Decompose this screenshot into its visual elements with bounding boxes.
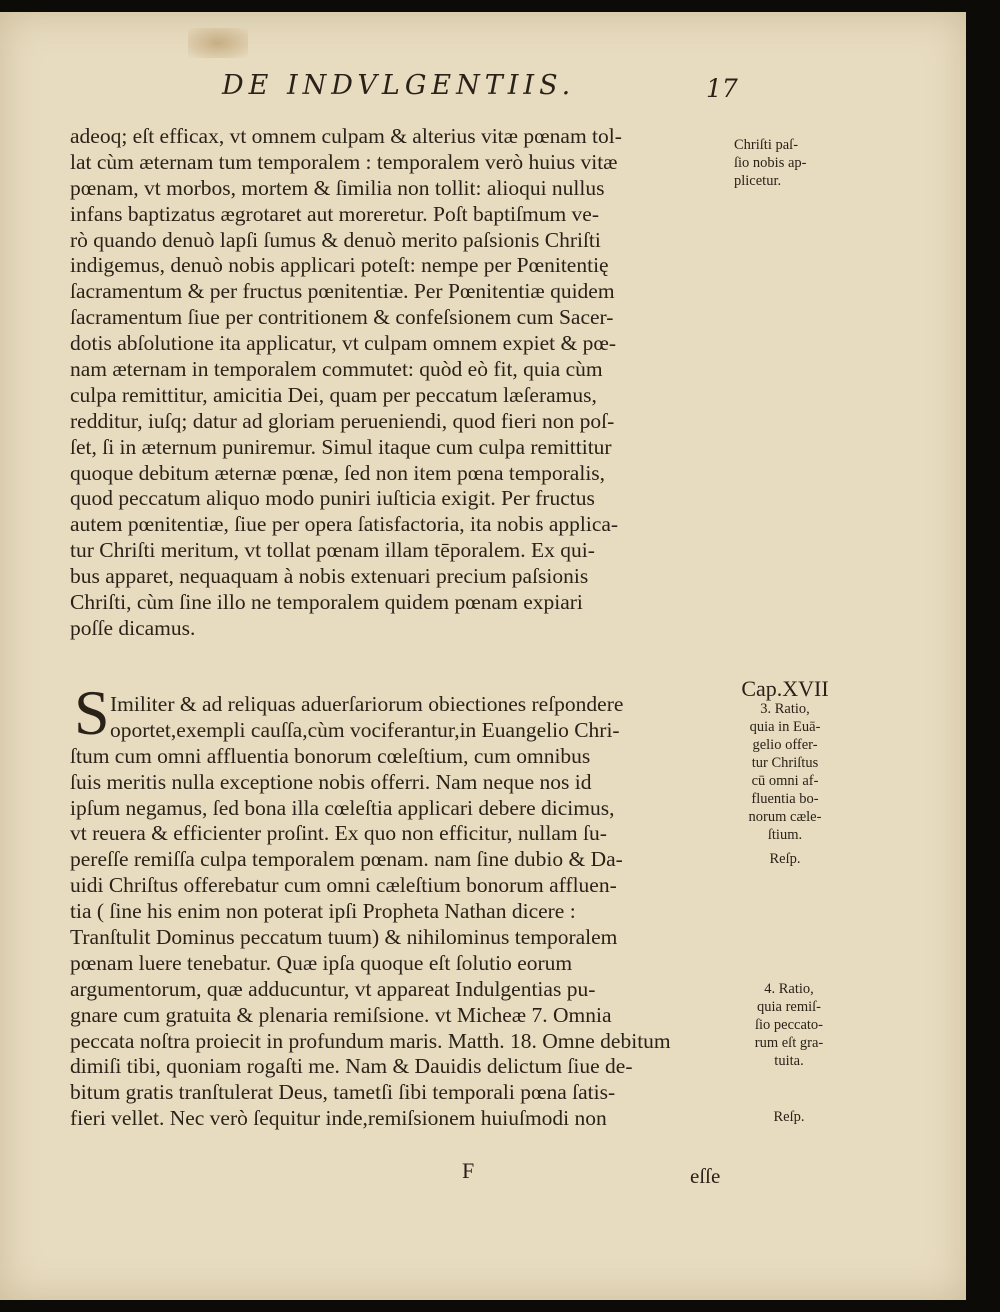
text-line: indigemus, denuò nobis applicari poteſt: nempe per Pœnitentię: [70, 253, 609, 278]
text-line: culpa remittitur, amicitia Dei, quam per peccatum læſeramus,: [70, 382, 597, 407]
text-line: Imiliter & ad reliquas aduerſariorum obiectiones reſpondere: [110, 692, 624, 716]
text-line: peccata noſtra proiecit in profundum maris. Matth. 18. Omne debitum: [70, 1028, 671, 1053]
marginal-line: quia remiſ-: [756, 999, 822, 1015]
text-line: pœnam, vt morbos, mortem & ſimilia non tollit: alioqui nullus: [70, 175, 605, 200]
text-line: bitum gratis tranſtulerat Deus, tametſi ſibi temporali pœna ſatis-: [70, 1080, 616, 1105]
text-line: pereſſe remiſſa culpa temporalem pœnam. nam ſine dubio & Da-: [70, 847, 623, 872]
marginal-line: ſio peccato-: [754, 1017, 824, 1033]
marginal-line: cū omni af-: [751, 773, 819, 789]
text-line: ſet, ſi in æternum puniremur. Simul itaque cum culpa remittitur: [70, 434, 612, 459]
text-line: ipſum negamus, ſed bona illa cœleſtia applicari debere dicimus,: [70, 795, 615, 820]
text-line: ſuis meritis nulla exceptione nobis offerri. Nam neque nos id: [70, 769, 592, 794]
chapter-heading: Cap.XVII: [741, 676, 829, 701]
marginal-line: 4. Ratio,: [764, 981, 814, 997]
text-line: uidi Chriſtus offerebatur cum omni cæleſtium bonorum affluen-: [70, 873, 617, 898]
response-label: Reſp.: [769, 851, 801, 867]
text-line: dimiſi tibi, quoniam rogaſti me. Nam & Dauidis delictum ſiue de-: [70, 1054, 633, 1079]
text-line: pœnam luere tenebatur. Quæ ipſa quoque eſt ſolutio eorum: [70, 950, 573, 975]
marginal-line: ſtium.: [767, 827, 803, 843]
marginal-note-2: [730, 676, 840, 868]
text-line: infans baptizatus ægrotaret aut moreretur. Poſt baptiſmum ve-: [70, 201, 600, 226]
marginal-line: rum eſt gra-: [754, 1035, 824, 1051]
page-number: 17: [706, 74, 738, 103]
running-title: DE INDVLGENTIIS.: [222, 70, 576, 101]
paragraph-2: [70, 692, 732, 1132]
marginal-line: quia in Euā-: [749, 719, 821, 735]
marginal-line: fluentia bo-: [751, 791, 819, 807]
text-line: rò quando denuò lapſi ſumus & denuò merito paſsionis Chriſti: [70, 227, 601, 252]
text-line: tia ( ſine his enim non poterat ipſi Propheta Nathan dicere :: [70, 899, 576, 924]
text-line: ſacramentum & per fructus pœnitentiæ. Per Pœnitentiæ quidem: [70, 279, 615, 304]
text-line: redditur, iuſq; datur ad gloriam perueniendi, quod fieri non poſ-: [70, 408, 615, 433]
text-line: adeoq; eſt efficax, vt omnem culpam & alterius vitæ pœnam tol-: [70, 124, 622, 148]
text-line: nam æternam in temporalem commutet: quòd eò fit, quia cùm: [70, 357, 603, 382]
marginal-line: 3. Ratio,: [760, 701, 810, 717]
text-line: bus apparet, nequaquam à nobis extenuari precium paſsionis: [70, 564, 589, 589]
marginal-note-1: [734, 136, 844, 190]
marginal-line: norum cæle-: [748, 809, 822, 825]
text-line: vt reuera & efficienter proſint. Ex quo non efficitur, nullam ſu-: [70, 821, 607, 846]
text-line: quod peccatum aliquo modo puniri iuſticia exigit. Per fructus: [70, 486, 595, 511]
text-line: argumentorum, quæ adducuntur, vt appareat Indulgentias pu-: [70, 976, 596, 1001]
signature-mark: F: [462, 1158, 475, 1183]
marginal-line: tur Chriſtus: [751, 755, 819, 771]
text-line: ſacramentum ſiue per contritionem & confeſsionem cum Sacer-: [70, 305, 614, 330]
text-line: ſtum cum omni affluentia bonorum cœleſtium, cum omnibus: [70, 743, 591, 768]
marginal-line: tuita.: [774, 1053, 804, 1069]
marginal-line: plicetur.: [734, 173, 782, 189]
text-line: Tranſtulit Dominus peccatum tuum) & nihilominus temporalem: [70, 925, 618, 950]
text-line: autem pœnitentiæ, ſiue per opera ſatisfactoria, ita nobis applica-: [70, 512, 619, 537]
text-line: oportet,exempli cauſſa,cùm vociferantur,in Euangelio Chri-: [110, 717, 620, 742]
drop-capital: S: [74, 677, 110, 748]
text-line: gnare cum gratuita & plenaria remiſsione. vt Micheæ 7. Omnia: [70, 1002, 612, 1027]
paragraph-1: [70, 124, 732, 642]
marginal-line: ſio nobis ap-: [734, 155, 807, 171]
text-line: fieri vellet. Nec verò ſequitur inde,remiſsionem huiuſmodi non: [70, 1106, 607, 1131]
response-label-2: Reſp.: [773, 1109, 805, 1125]
text-line: Chriſti, cùm ſine illo ne temporalem quidem pœnam expiari: [70, 590, 583, 615]
paper-stain: [188, 28, 248, 58]
marginal-note-3: [734, 980, 844, 1126]
marginal-line: Chriſti paſ-: [734, 137, 799, 153]
text-line: poſſe dicamus.: [70, 615, 196, 640]
text-line: lat cùm æternam tum temporalem : temporalem verò huius vitæ: [70, 149, 618, 174]
marginal-line: gelio offer-: [752, 737, 818, 753]
text-line: quoque debitum æternæ pœnæ, ſed non item pœna temporalis,: [70, 460, 606, 485]
catchword: eſſe: [690, 1164, 721, 1188]
book-page: [0, 12, 966, 1300]
text-line: dotis abſolutione ita applicatur, vt culpam omnem expiet & pœ-: [70, 331, 617, 356]
text-line: tur Chriſti meritum, vt tollat pœnam illam tēporalem. Ex qui-: [70, 538, 595, 563]
